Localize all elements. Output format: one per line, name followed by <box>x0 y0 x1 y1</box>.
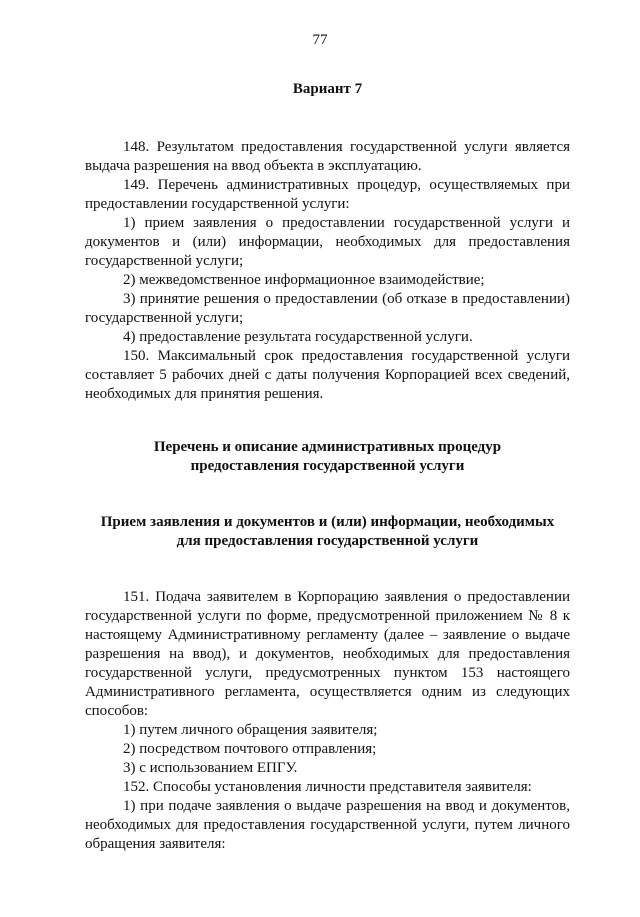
paragraph-152: 152. Способы установления личности представителя заявителя: <box>123 779 532 795</box>
page-number: 77 <box>312 32 328 48</box>
paragraph-150: 150. Максимальный срок предоставления государственной услуги составляет 5 рабочих дней с даты получения Корпорацией всех сведений, необходимых для принятия решения. <box>85 348 570 402</box>
paragraph-148: 148. Результатом предоставления государственной услуги является выдача разрешения на ввод объекта в эксплуатацию. <box>85 139 570 174</box>
method-item-1: 1) путем личного обращения заявителя; <box>123 722 378 738</box>
subsection-heading-line-1: Прием заявления и документов и (или) информации, необходимых <box>100 514 555 530</box>
section-heading-line-1: Перечень и описание административных процедур <box>153 439 502 455</box>
paragraph-151: 151. Подача заявителем в Корпорацию заявления о предоставлении государственной услуги по форме, предусмотренной приложением № 8 к настоящему Административному регламенту (далее – заявление о выдаче разрешения на ввод), и документов, необходимых для предоставления государственной услуги, предусмотренных пунктом 153 настоящего Административного регламента, осуществляется одним из следующих способов: <box>85 589 570 719</box>
list-item-4: 4) предоставление результата государственной услуги. <box>123 329 473 345</box>
document-body <box>85 80 570 854</box>
list-item-2: 2) межведомственное информационное взаимодействие; <box>123 272 485 288</box>
method-item-3: 3) с использованием ЕПГУ. <box>123 760 298 776</box>
subsection-heading-line-2: для предоставления государственной услуги <box>176 533 479 549</box>
variant-title: Вариант 7 <box>292 81 363 97</box>
subsection-heading <box>85 513 570 551</box>
method-item-2: 2) посредством почтового отправления; <box>123 741 377 757</box>
section-heading <box>85 438 570 476</box>
section-heading-line-2: предоставления государственной услуги <box>190 458 465 474</box>
list-item-3: 3) принятие решения о предоставлении (об отказе в предоставлении) государственной услуги; <box>85 291 570 326</box>
identity-method-item-1: 1) при подаче заявления о выдаче разрешения на ввод и документов, необходимых для предоставления государственной услуги, путем личного обращения заявителя: <box>85 798 570 852</box>
paragraph-149: 149. Перечень административных процедур, осуществляемых при предоставлении государственной услуги: <box>85 177 570 212</box>
list-item-1: 1) прием заявления о предоставлении государственной услуги и документов и (или) информации, необходимых для предоставления государственной услуги; <box>85 215 570 269</box>
